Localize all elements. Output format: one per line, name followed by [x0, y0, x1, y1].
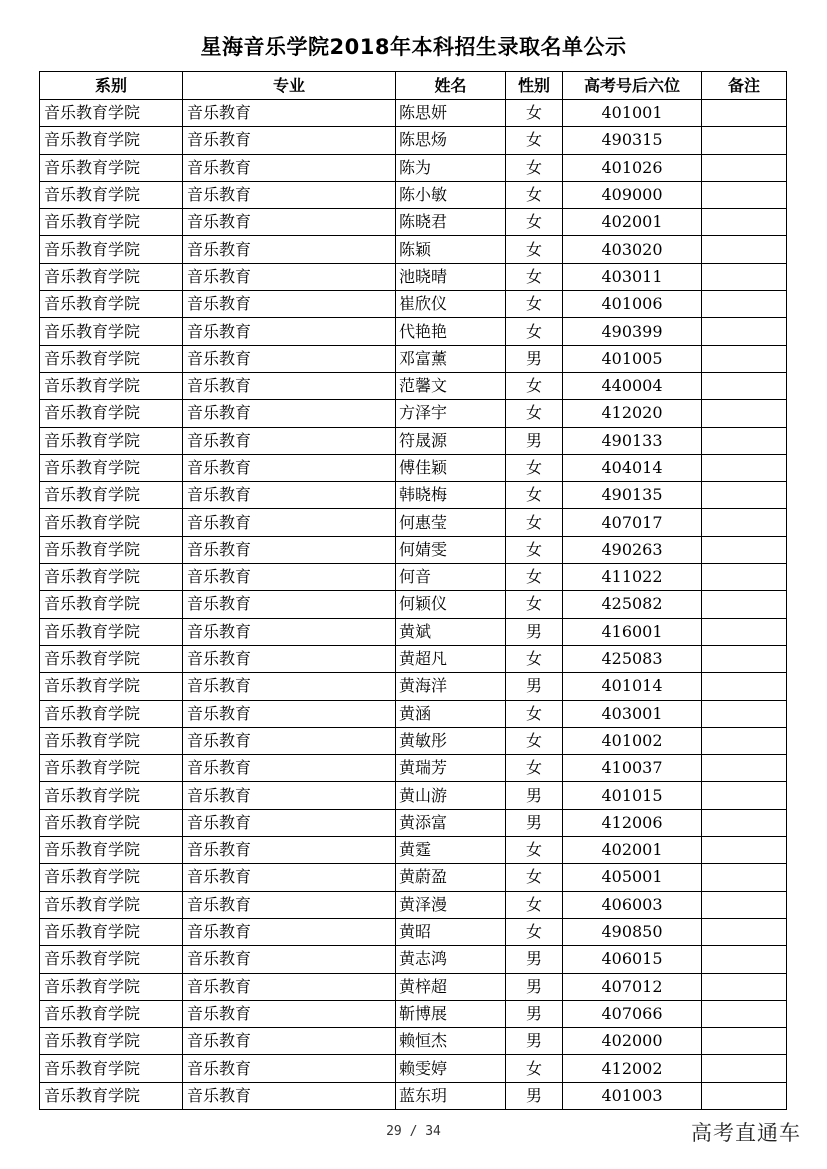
- table-row: [40, 454, 787, 481]
- cell-exam-id: 409000: [563, 181, 702, 208]
- cell-department: 音乐教育学院: [40, 1055, 183, 1082]
- cell-major: 音乐教育: [183, 100, 396, 127]
- cell-gender: 女: [506, 318, 563, 345]
- header-major: 专业: [183, 72, 396, 100]
- cell-gender: 女: [506, 564, 563, 591]
- cell-remark: [702, 837, 787, 864]
- cell-gender: 女: [506, 400, 563, 427]
- cell-major: 音乐教育: [183, 509, 396, 536]
- table-row: [40, 345, 787, 372]
- table-row: [40, 673, 787, 700]
- cell-remark: [702, 536, 787, 563]
- cell-name: 陈思妍: [396, 100, 506, 127]
- cell-exam-id: 410037: [563, 755, 702, 782]
- cell-gender: 男: [506, 1000, 563, 1027]
- cell-gender: 女: [506, 727, 563, 754]
- cell-name: 何婧雯: [396, 536, 506, 563]
- cell-department: 音乐教育学院: [40, 100, 183, 127]
- table-row: [40, 427, 787, 454]
- header-name: 姓名: [396, 72, 506, 100]
- cell-major: 音乐教育: [183, 263, 396, 290]
- cell-major: 音乐教育: [183, 1028, 396, 1055]
- table-row: [40, 181, 787, 208]
- cell-major: 音乐教育: [183, 782, 396, 809]
- header-row: [40, 72, 787, 100]
- cell-gender: 男: [506, 673, 563, 700]
- cell-department: 音乐教育学院: [40, 345, 183, 372]
- table-row: [40, 782, 787, 809]
- cell-department: 音乐教育学院: [40, 1028, 183, 1055]
- cell-remark: [702, 427, 787, 454]
- cell-gender: 女: [506, 645, 563, 672]
- cell-gender: 男: [506, 1028, 563, 1055]
- cell-remark: [702, 946, 787, 973]
- cell-gender: 女: [506, 700, 563, 727]
- cell-department: 音乐教育学院: [40, 891, 183, 918]
- cell-major: 音乐教育: [183, 1082, 396, 1109]
- cell-gender: 男: [506, 345, 563, 372]
- cell-gender: 女: [506, 454, 563, 481]
- cell-gender: 女: [506, 755, 563, 782]
- table-row: [40, 591, 787, 618]
- cell-major: 音乐教育: [183, 454, 396, 481]
- table-row: [40, 100, 787, 127]
- table-row: [40, 263, 787, 290]
- table-row: [40, 837, 787, 864]
- cell-remark: [702, 454, 787, 481]
- cell-remark: [702, 1000, 787, 1027]
- cell-exam-id: 490263: [563, 536, 702, 563]
- cell-exam-id: 401015: [563, 782, 702, 809]
- cell-name: 符晟源: [396, 427, 506, 454]
- cell-remark: [702, 345, 787, 372]
- cell-major: 音乐教育: [183, 837, 396, 864]
- cell-major: 音乐教育: [183, 809, 396, 836]
- cell-department: 音乐教育学院: [40, 291, 183, 318]
- cell-department: 音乐教育学院: [40, 318, 183, 345]
- cell-gender: 女: [506, 482, 563, 509]
- cell-remark: [702, 864, 787, 891]
- cell-remark: [702, 263, 787, 290]
- cell-department: 音乐教育学院: [40, 564, 183, 591]
- table-row: [40, 154, 787, 181]
- table-row: [40, 727, 787, 754]
- cell-exam-id: 401026: [563, 154, 702, 181]
- cell-gender: 女: [506, 127, 563, 154]
- cell-remark: [702, 809, 787, 836]
- cell-gender: 男: [506, 809, 563, 836]
- cell-department: 音乐教育学院: [40, 1082, 183, 1109]
- table-row: [40, 209, 787, 236]
- cell-exam-id: 403001: [563, 700, 702, 727]
- cell-major: 音乐教育: [183, 209, 396, 236]
- admission-table: [39, 71, 787, 1110]
- cell-major: 音乐教育: [183, 673, 396, 700]
- page-title: 星海音乐学院2018年本科招生录取名单公示: [200, 35, 627, 59]
- cell-name: 黄超凡: [396, 645, 506, 672]
- cell-department: 音乐教育学院: [40, 263, 183, 290]
- table-row: [40, 809, 787, 836]
- cell-exam-id: 401006: [563, 291, 702, 318]
- cell-major: 音乐教育: [183, 427, 396, 454]
- table-row: [40, 755, 787, 782]
- cell-gender: 男: [506, 973, 563, 1000]
- cell-department: 音乐教育学院: [40, 809, 183, 836]
- cell-gender: 女: [506, 372, 563, 399]
- cell-remark: [702, 973, 787, 1000]
- cell-department: 音乐教育学院: [40, 864, 183, 891]
- cell-exam-id: 412002: [563, 1055, 702, 1082]
- cell-remark: [702, 755, 787, 782]
- cell-department: 音乐教育学院: [40, 1000, 183, 1027]
- table-row: [40, 700, 787, 727]
- watermark: 高考直通车: [691, 1121, 801, 1145]
- cell-gender: 女: [506, 536, 563, 563]
- cell-exam-id: 407066: [563, 1000, 702, 1027]
- cell-department: 音乐教育学院: [40, 700, 183, 727]
- cell-gender: 女: [506, 509, 563, 536]
- cell-gender: 男: [506, 618, 563, 645]
- cell-exam-id: 403011: [563, 263, 702, 290]
- cell-major: 音乐教育: [183, 564, 396, 591]
- cell-department: 音乐教育学院: [40, 645, 183, 672]
- cell-name: 何惠莹: [396, 509, 506, 536]
- cell-major: 音乐教育: [183, 946, 396, 973]
- cell-exam-id: 401005: [563, 345, 702, 372]
- cell-remark: [702, 891, 787, 918]
- cell-name: 黄泽漫: [396, 891, 506, 918]
- cell-gender: 男: [506, 782, 563, 809]
- cell-name: 黄瑞芳: [396, 755, 506, 782]
- table-row: [40, 127, 787, 154]
- cell-name: 方泽宇: [396, 400, 506, 427]
- cell-department: 音乐教育学院: [40, 918, 183, 945]
- cell-major: 音乐教育: [183, 1055, 396, 1082]
- cell-remark: [702, 673, 787, 700]
- cell-exam-id: 405001: [563, 864, 702, 891]
- cell-remark: [702, 645, 787, 672]
- cell-exam-id: 407012: [563, 973, 702, 1000]
- cell-department: 音乐教育学院: [40, 591, 183, 618]
- cell-remark: [702, 700, 787, 727]
- cell-department: 音乐教育学院: [40, 181, 183, 208]
- cell-exam-id: 402000: [563, 1028, 702, 1055]
- cell-remark: [702, 727, 787, 754]
- cell-major: 音乐教育: [183, 345, 396, 372]
- cell-name: 陈晓君: [396, 209, 506, 236]
- cell-name: 范馨文: [396, 372, 506, 399]
- cell-remark: [702, 209, 787, 236]
- cell-gender: 女: [506, 100, 563, 127]
- cell-exam-id: 401003: [563, 1082, 702, 1109]
- cell-remark: [702, 509, 787, 536]
- cell-remark: [702, 1082, 787, 1109]
- cell-name: 陈思炀: [396, 127, 506, 154]
- cell-gender: 女: [506, 236, 563, 263]
- cell-name: 何音: [396, 564, 506, 591]
- cell-major: 音乐教育: [183, 918, 396, 945]
- cell-exam-id: 411022: [563, 564, 702, 591]
- cell-remark: [702, 1055, 787, 1082]
- cell-name: 黄斌: [396, 618, 506, 645]
- cell-department: 音乐教育学院: [40, 209, 183, 236]
- cell-name: 黄敏彤: [396, 727, 506, 754]
- table-row: [40, 1055, 787, 1082]
- cell-major: 音乐教育: [183, 400, 396, 427]
- cell-major: 音乐教育: [183, 973, 396, 1000]
- table-row: [40, 973, 787, 1000]
- cell-gender: 女: [506, 1055, 563, 1082]
- cell-department: 音乐教育学院: [40, 454, 183, 481]
- cell-major: 音乐教育: [183, 127, 396, 154]
- cell-name: 陈小敏: [396, 181, 506, 208]
- cell-remark: [702, 918, 787, 945]
- cell-name: 黄涵: [396, 700, 506, 727]
- cell-department: 音乐教育学院: [40, 673, 183, 700]
- cell-exam-id: 403020: [563, 236, 702, 263]
- cell-major: 音乐教育: [183, 645, 396, 672]
- cell-gender: 女: [506, 837, 563, 864]
- cell-department: 音乐教育学院: [40, 536, 183, 563]
- cell-name: 黄昭: [396, 918, 506, 945]
- cell-major: 音乐教育: [183, 1000, 396, 1027]
- cell-remark: [702, 181, 787, 208]
- cell-exam-id: 406003: [563, 891, 702, 918]
- cell-gender: 女: [506, 181, 563, 208]
- cell-exam-id: 412020: [563, 400, 702, 427]
- cell-exam-id: 406015: [563, 946, 702, 973]
- header-gender: 性别: [506, 72, 563, 100]
- cell-remark: [702, 291, 787, 318]
- table-row: [40, 645, 787, 672]
- cell-department: 音乐教育学院: [40, 509, 183, 536]
- cell-remark: [702, 1028, 787, 1055]
- cell-exam-id: 490135: [563, 482, 702, 509]
- cell-name: 池晓晴: [396, 263, 506, 290]
- header-department: 系别: [40, 72, 183, 100]
- table-row: [40, 864, 787, 891]
- cell-exam-id: 490850: [563, 918, 702, 945]
- cell-department: 音乐教育学院: [40, 154, 183, 181]
- cell-name: 赖雯婷: [396, 1055, 506, 1082]
- cell-exam-id: 440004: [563, 372, 702, 399]
- cell-name: 赖恒杰: [396, 1028, 506, 1055]
- cell-remark: [702, 127, 787, 154]
- cell-major: 音乐教育: [183, 318, 396, 345]
- cell-remark: [702, 236, 787, 263]
- cell-exam-id: 425082: [563, 591, 702, 618]
- cell-remark: [702, 782, 787, 809]
- cell-exam-id: 402001: [563, 837, 702, 864]
- cell-name: 靳博展: [396, 1000, 506, 1027]
- cell-name: 陈为: [396, 154, 506, 181]
- table-row: [40, 236, 787, 263]
- table-row: [40, 536, 787, 563]
- table-row: [40, 372, 787, 399]
- cell-major: 音乐教育: [183, 700, 396, 727]
- cell-remark: [702, 482, 787, 509]
- table-row: [40, 291, 787, 318]
- cell-gender: 女: [506, 891, 563, 918]
- header-exam-id: 高考号后六位: [563, 72, 702, 100]
- cell-exam-id: 402001: [563, 209, 702, 236]
- cell-exam-id: 416001: [563, 618, 702, 645]
- page-indicator: 29 / 34: [386, 1124, 441, 1139]
- cell-major: 音乐教育: [183, 891, 396, 918]
- cell-major: 音乐教育: [183, 236, 396, 263]
- cell-name: 崔欣仪: [396, 291, 506, 318]
- cell-gender: 女: [506, 864, 563, 891]
- cell-exam-id: 401014: [563, 673, 702, 700]
- cell-major: 音乐教育: [183, 181, 396, 208]
- table-row: [40, 1082, 787, 1109]
- cell-name: 韩晓梅: [396, 482, 506, 509]
- table-row: [40, 618, 787, 645]
- cell-department: 音乐教育学院: [40, 400, 183, 427]
- cell-name: 何颖仪: [396, 591, 506, 618]
- cell-department: 音乐教育学院: [40, 372, 183, 399]
- table-row: [40, 1028, 787, 1055]
- cell-exam-id: 425083: [563, 645, 702, 672]
- cell-major: 音乐教育: [183, 755, 396, 782]
- cell-department: 音乐教育学院: [40, 618, 183, 645]
- cell-major: 音乐教育: [183, 591, 396, 618]
- cell-department: 音乐教育学院: [40, 755, 183, 782]
- cell-department: 音乐教育学院: [40, 427, 183, 454]
- cell-gender: 女: [506, 209, 563, 236]
- cell-name: 邓富薰: [396, 345, 506, 372]
- cell-department: 音乐教育学院: [40, 482, 183, 509]
- cell-gender: 女: [506, 263, 563, 290]
- cell-exam-id: 404014: [563, 454, 702, 481]
- cell-name: 陈颖: [396, 236, 506, 263]
- cell-major: 音乐教育: [183, 536, 396, 563]
- cell-department: 音乐教育学院: [40, 837, 183, 864]
- cell-remark: [702, 372, 787, 399]
- table-row: [40, 1000, 787, 1027]
- cell-name: 黄蔚盈: [396, 864, 506, 891]
- cell-name: 黄霆: [396, 837, 506, 864]
- cell-major: 音乐教育: [183, 291, 396, 318]
- table-header: [40, 72, 787, 100]
- table-body: [40, 100, 787, 1110]
- cell-name: 蓝东玥: [396, 1082, 506, 1109]
- cell-exam-id: 490315: [563, 127, 702, 154]
- cell-major: 音乐教育: [183, 618, 396, 645]
- table-row: [40, 891, 787, 918]
- table-row: [40, 918, 787, 945]
- cell-name: 黄志鸿: [396, 946, 506, 973]
- cell-name: 黄添富: [396, 809, 506, 836]
- cell-name: 代艳艳: [396, 318, 506, 345]
- cell-department: 音乐教育学院: [40, 236, 183, 263]
- cell-remark: [702, 618, 787, 645]
- cell-exam-id: 407017: [563, 509, 702, 536]
- cell-gender: 男: [506, 946, 563, 973]
- cell-name: 黄山游: [396, 782, 506, 809]
- cell-exam-id: 490399: [563, 318, 702, 345]
- cell-gender: 男: [506, 1082, 563, 1109]
- cell-major: 音乐教育: [183, 727, 396, 754]
- cell-gender: 女: [506, 591, 563, 618]
- cell-exam-id: 401002: [563, 727, 702, 754]
- cell-exam-id: 412006: [563, 809, 702, 836]
- cell-major: 音乐教育: [183, 372, 396, 399]
- cell-remark: [702, 400, 787, 427]
- cell-remark: [702, 564, 787, 591]
- cell-department: 音乐教育学院: [40, 946, 183, 973]
- header-remark: 备注: [702, 72, 787, 100]
- cell-department: 音乐教育学院: [40, 127, 183, 154]
- table-row: [40, 400, 787, 427]
- cell-remark: [702, 318, 787, 345]
- table-row: [40, 564, 787, 591]
- cell-name: 黄海洋: [396, 673, 506, 700]
- cell-remark: [702, 100, 787, 127]
- cell-exam-id: 490133: [563, 427, 702, 454]
- table-row: [40, 946, 787, 973]
- cell-major: 音乐教育: [183, 864, 396, 891]
- cell-major: 音乐教育: [183, 154, 396, 181]
- cell-department: 音乐教育学院: [40, 782, 183, 809]
- cell-name: 黄梓超: [396, 973, 506, 1000]
- table-row: [40, 509, 787, 536]
- cell-gender: 女: [506, 154, 563, 181]
- cell-exam-id: 401001: [563, 100, 702, 127]
- cell-name: 傅佳颖: [396, 454, 506, 481]
- cell-remark: [702, 154, 787, 181]
- cell-gender: 男: [506, 427, 563, 454]
- cell-remark: [702, 591, 787, 618]
- cell-gender: 女: [506, 918, 563, 945]
- table-row: [40, 482, 787, 509]
- cell-department: 音乐教育学院: [40, 973, 183, 1000]
- cell-gender: 女: [506, 291, 563, 318]
- cell-major: 音乐教育: [183, 482, 396, 509]
- cell-department: 音乐教育学院: [40, 727, 183, 754]
- table-row: [40, 318, 787, 345]
